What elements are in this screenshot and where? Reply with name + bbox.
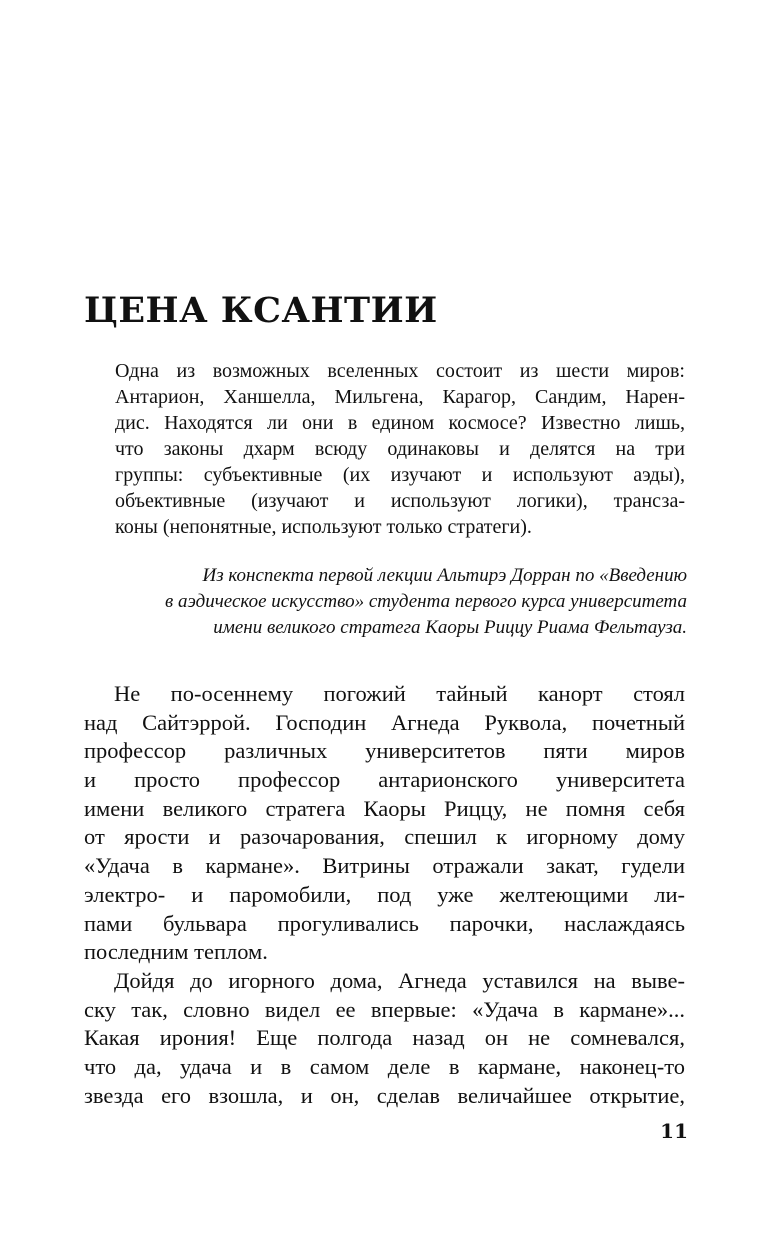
body-line: Какая ирония! Еще полгода назад он не сомневался, — [84, 1025, 685, 1051]
epigraph-line: Одна из возможных вселенных состоит из шести миров: — [115, 360, 685, 382]
body-line: профессор различных университетов пяти миров — [84, 738, 685, 764]
epigraph-attribution — [87, 563, 687, 641]
body-line: Не по-осеннему погожий тайный канорт стоял — [114, 681, 685, 706]
body-line: имени великого стратега Каоры Риццу, не помня себя — [84, 795, 685, 821]
body-line: ску так, словно видел ее впервые: «Удача в кармане»... — [84, 996, 685, 1022]
body-line: над Сайтэррой. Господин Агнеда Руквола, почетный — [84, 709, 685, 735]
body-line: Дойдя до игорного дома, Агнеда уставился на выве- — [114, 967, 685, 993]
body-line: и просто профессор антарионского университета — [84, 767, 685, 793]
epigraph-line: Антарион, Ханшелла, Мильгена, Карагор, Сандим, Нарен- — [115, 386, 685, 408]
body-text — [84, 680, 685, 1110]
epigraph-line: дис. Находятся ли они в едином космосе? Известно лишь, — [115, 412, 685, 434]
epigraph-line: объективные (изучают и используют логики), трансза- — [115, 490, 685, 512]
body-line: пами бульвара прогуливались парочки, наслаждаясь — [84, 910, 685, 936]
epigraph-line: коны (непонятные, используют только стратеги). — [115, 516, 532, 538]
body-line: от ярости и разочарования, спешил к игорному дому — [84, 824, 685, 850]
body-line: звезда его взошла, и он, сделав величайшее открытие, — [84, 1082, 685, 1108]
epigraph-line: группы: субъективные (их изучают и используют аэды), — [115, 464, 685, 486]
attribution-line: имени великого стратега Каоры Риццу Риама Фельтауза. — [213, 617, 687, 638]
attribution-line: в аэдическое искусство» студента первого курса университета — [165, 591, 687, 612]
body-line: что да, удача и в самом деле в кармане, наконец-то — [84, 1053, 685, 1079]
attribution-line: Из конспекта первой лекции Альтирэ Дорран по «Введению — [202, 565, 687, 586]
body-line: электро- и паромобили, под уже желтеющими ли- — [84, 881, 685, 907]
epigraph — [115, 358, 685, 540]
epigraph-line: что законы дхарм всюду одинаковы и делятся на три — [115, 438, 685, 460]
body-line: «Удача в кармане». Витрины отражали закат, гудели — [84, 853, 685, 879]
chapter-title: ЦЕНА КСАНТИИ — [84, 290, 438, 331]
body-line: последним теплом. — [84, 939, 268, 965]
page-number: 11 — [660, 1119, 688, 1143]
